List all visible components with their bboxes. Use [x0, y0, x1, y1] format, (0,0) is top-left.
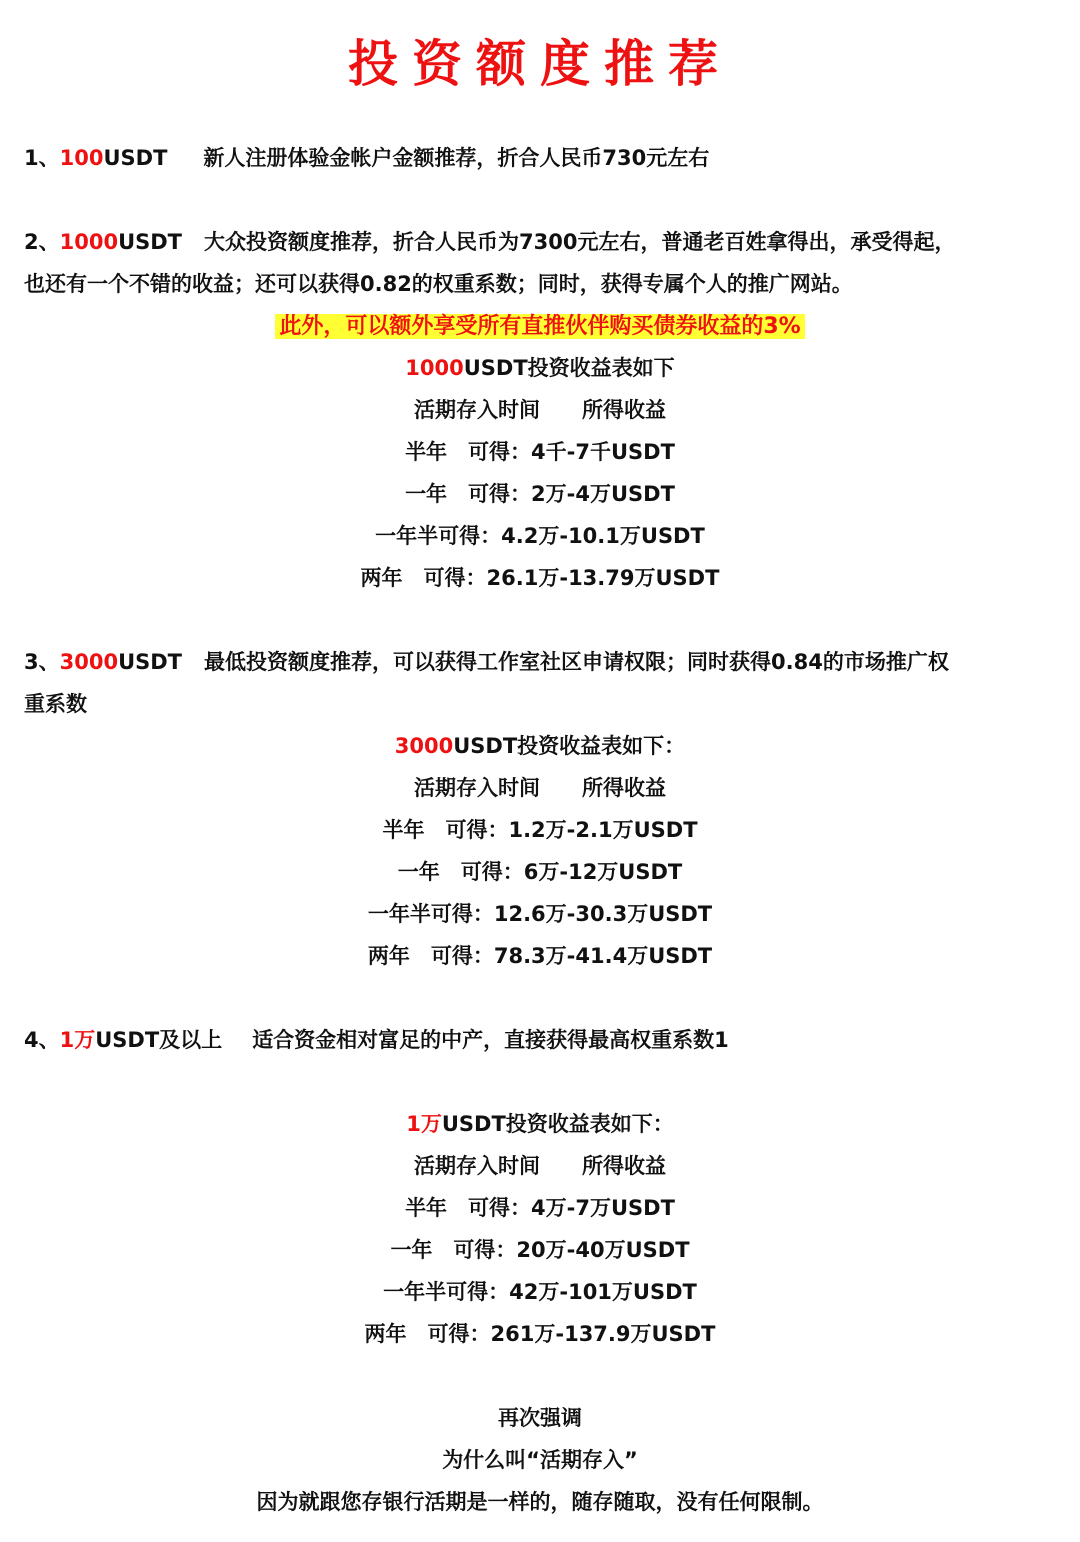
tier4-paragraph [24, 1019, 1060, 1061]
tier4-unit: USDT及以上 [95, 1028, 223, 1052]
tier4-amount: 1万 [59, 1028, 96, 1052]
tier2-table-header: 活期存入时间 所得收益 [414, 398, 666, 422]
tier4-table [0, 1103, 1080, 1355]
tier4-table-row: 一年半可得：42万-101万USDT [383, 1280, 697, 1304]
tier3-table [0, 725, 1080, 977]
tier3-paragraph-cont [24, 683, 1060, 725]
closing-line: 因为就跟您存银行活期是一样的，随存随取，没有任何限制。 [256, 1490, 824, 1514]
closing-note [0, 1397, 1080, 1523]
tier4-number: 4、 [24, 1028, 60, 1052]
tier2-description-line1: 大众投资额度推荐，折合人民币为7300元左右，普通老百姓拿得出，承受得起， [204, 230, 956, 254]
closing-line: 再次强调 [498, 1406, 582, 1430]
tier2-highlight: 此外，可以额外享受所有直推伙伴购买债券收益的3% [275, 314, 804, 339]
tier2-table-row: 半年 可得：4千-7千USDT [405, 440, 675, 464]
tier4-table-title-rest: USDT投资收益表如下： [441, 1112, 674, 1136]
tier3-amount: 3000 [59, 650, 119, 674]
tier3-table-row: 半年 可得：1.2万-2.1万USDT [382, 818, 698, 842]
tier1-description: 新人注册体验金帐户金额推荐，折合人民币730元左右 [203, 146, 710, 170]
tier3-table-row: 两年 可得：78.3万-41.4万USDT [367, 944, 713, 968]
tier3-table-title-rest: USDT投资收益表如下： [453, 734, 686, 758]
tier1-number: 1、 [24, 146, 60, 170]
tier2-number: 2、 [24, 230, 60, 254]
tier3-description-line1: 最低投资额度推荐，可以获得工作室社区申请权限；同时获得0.84的市场推广权 [204, 650, 949, 674]
tier4-table-title [0, 1103, 1080, 1145]
tier3-number: 3、 [24, 650, 60, 674]
tier4-table-row: 一年 可得：20万-40万USDT [390, 1238, 690, 1262]
tier3-table-title [0, 725, 1080, 767]
tier3-table-title-amount: 3000 [394, 734, 454, 758]
tier3-description-line2: 重系数 [24, 692, 87, 716]
tier4-table-title-amount: 1万 [406, 1112, 442, 1136]
tier2-unit: USDT [118, 230, 183, 254]
tier3-paragraph [24, 641, 1060, 683]
tier4-table-row: 半年 可得：4万-7万USDT [405, 1196, 675, 1220]
tier1-unit: USDT [103, 146, 168, 170]
tier2-table-title [0, 347, 1080, 389]
page-title: 投资额度推荐 [348, 35, 732, 93]
tier2-description-line2: 也还有一个不错的收益；还可以获得0.82的权重系数；同时，获得专属个人的推广网站。 [24, 272, 853, 296]
tier2-table [0, 347, 1080, 599]
tier2-table-title-rest: USDT投资收益表如下 [463, 356, 675, 380]
tier3-table-header: 活期存入时间 所得收益 [414, 776, 666, 800]
tier2-amount: 1000 [59, 230, 119, 254]
tier2-table-row: 一年 可得：2万-4万USDT [405, 482, 675, 506]
tier4-table-header: 活期存入时间 所得收益 [414, 1154, 666, 1178]
tier2-table-row: 一年半可得：4.2万-10.1万USDT [375, 524, 705, 548]
closing-line: 为什么叫“活期存入” [442, 1448, 638, 1472]
tier3-unit: USDT [118, 650, 183, 674]
tier3-table-row: 一年半可得：12.6万-30.3万USDT [367, 902, 713, 926]
tier2-table-title-amount: 1000 [405, 356, 464, 380]
tier2-paragraph-cont [24, 263, 1060, 305]
tier4-table-row: 两年 可得：261万-137.9万USDT [364, 1322, 716, 1346]
tier1-paragraph [24, 137, 1060, 179]
tier2-highlight-line [0, 305, 1080, 348]
tier4-description: 适合资金相对富足的中产，直接获得最高权重系数1 [252, 1028, 729, 1052]
tier2-paragraph [24, 221, 1060, 263]
tier3-table-row: 一年 可得：6万-12万USDT [397, 860, 683, 884]
tier1-amount: 100 [59, 146, 104, 170]
tier2-table-row: 两年 可得：26.1万-13.79万USDT [360, 566, 720, 590]
